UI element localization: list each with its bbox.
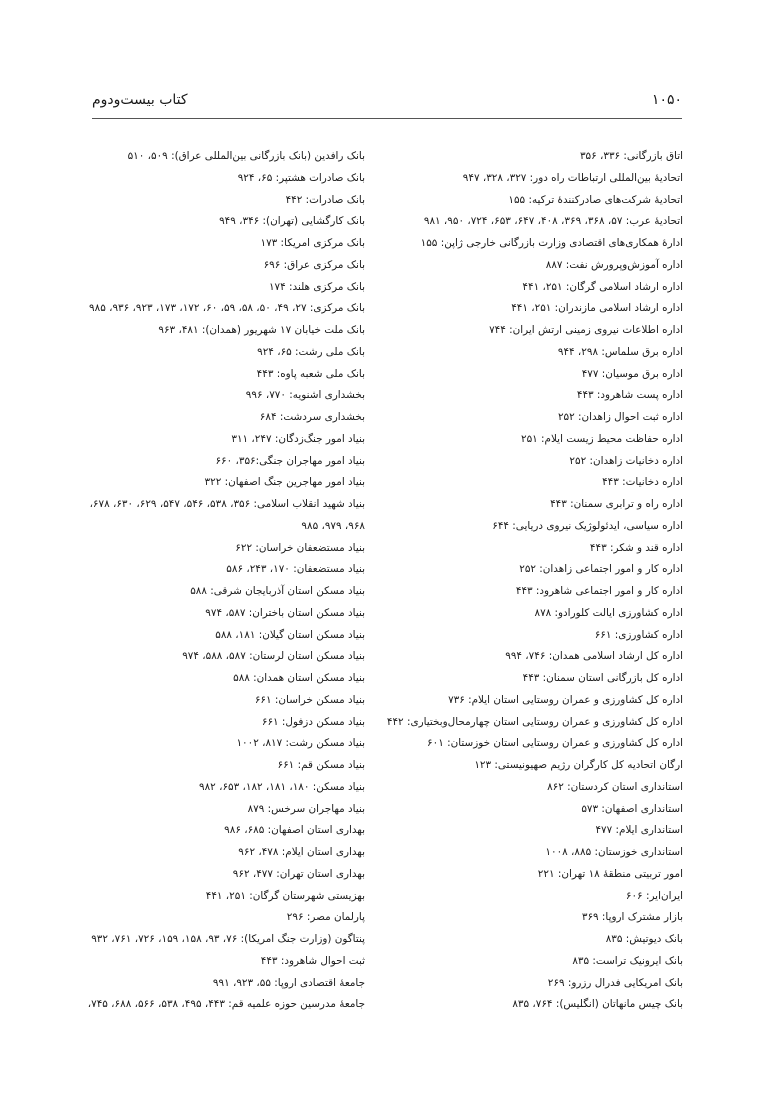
index-entry: اداره حفاظت محیط زیست ایلام: ۲۵۱ bbox=[520, 432, 683, 445]
index-entry: اداره دخانیات: ۴۴۳ bbox=[602, 476, 683, 489]
index-entry: اداره کل بازرگانی استان سمنان: ۴۴۳ bbox=[522, 672, 683, 684]
index-entry: ادارهٔ همکاری‌های اقتصادی وزارت بازرگانی خارجی ژاپن: ۱۵۵ bbox=[420, 237, 683, 249]
index-entry: اتحادیهٔ شرکت‌های صادرکنندهٔ ترکیه: ۱۵۵ bbox=[508, 193, 683, 206]
index-column-left bbox=[85, 146, 365, 1016]
index-entry: امور تربیتی منطقهٔ ۱۸ تهران: ۲۲۱ bbox=[537, 867, 683, 880]
index-entry: ایران‌ایر: ۶۰۶ bbox=[625, 889, 683, 902]
index-entry: بانک مرکزی هلند: ۱۷۴ bbox=[268, 280, 365, 293]
index-entry: ثبت احوال شاهرود: ۴۴۳ bbox=[260, 954, 365, 967]
index-entry: بانک ملی شعبه پاوه: ۴۴۳ bbox=[256, 367, 365, 380]
index-entry: بانک ایرونیک تراست: ۸۳۵ bbox=[572, 954, 683, 967]
index-entry: پنتاگون (وزارت جنگ امریکا): ۷۶، ۹۳، ۱۵۸، ۱۵۹، ۷۲۶، ۷۶۱، ۹۳۲ bbox=[91, 933, 365, 945]
index-entry: بهداری استان اصفهان: ۶۸۵، ۹۸۶ bbox=[224, 824, 365, 837]
index-entry: اداره آموزش‌وپرورش نفت: ۸۸۷ bbox=[545, 258, 683, 271]
index-entry: بنیاد مسکن استان باختران: ۵۸۷، ۹۷۴ bbox=[205, 606, 365, 619]
index-entry: اداره دخانیات زاهدان: ۲۵۲ bbox=[569, 454, 683, 467]
index-entry: بانک رافدین (بانک بازرگانی بین‌المللی عراق): ۵۰۹، ۵۱۰ bbox=[127, 150, 365, 162]
index-entry: اتحادیهٔ عرب: ۵۷، ۳۶۸، ۳۶۹، ۴۰۸، ۶۴۷، ۶۵۳، ۷۲۴، ۹۵۰، ۹۸۱ bbox=[423, 215, 683, 228]
header-rule bbox=[92, 118, 682, 119]
index-entry: اداره کشاورزی: ۶۶۱ bbox=[594, 628, 683, 641]
index-entry: بنیاد امور جنگ‌زدگان: ۲۴۷، ۳۱۱ bbox=[231, 432, 365, 445]
index-entry: اداره کشاورزی ایالت کلورادو: ۸۷۸ bbox=[534, 606, 683, 619]
index-entry: بنیاد مسکن دزفول: ۶۶۱ bbox=[261, 715, 365, 728]
index-entry: بانک مرکزی امریکا: ۱۷۳ bbox=[260, 237, 365, 249]
index-entry: بنیاد امور مهاجرین جنگ اصفهان: ۳۲۲ bbox=[204, 476, 365, 489]
index-entry: استانداری اصفهان: ۵۷۳ bbox=[581, 802, 683, 815]
index-entry: استانداری خوزستان: ۸۸۵، ۱۰۰۸ bbox=[545, 846, 683, 858]
index-entry: بانک دیوتیش: ۸۳۵ bbox=[605, 933, 683, 945]
index-entry: بانک صادرات هشتپر: ۶۵، ۹۲۴ bbox=[237, 171, 365, 184]
index-entry: بنیاد شهید انقلاب اسلامی: ۳۵۶، ۵۳۸، ۵۴۶، ۵۴۷، ۶۲۹، ۶۳۰، ۶۷۸، ۹۶۸، ۹۷۹، ۹۸۵ bbox=[89, 498, 365, 532]
index-entry: اداره برق سلماس: ۲۹۸، ۹۴۴ bbox=[557, 345, 683, 358]
page-number: ۱۰۵۰ bbox=[651, 92, 682, 108]
index-entry: اتاق بازرگانی: ۳۳۶، ۳۵۶ bbox=[579, 150, 683, 162]
index-entry: جامعهٔ مدرسین حوزه علمیه قم: ۴۴۳، ۴۹۵، ۵۳۸، ۵۶۶، ۶۸۸، ۷۴۵، bbox=[87, 998, 365, 1011]
index-entry: اداره ارشاد اسلامی گرگان: ۲۵۱، ۴۴۱ bbox=[522, 280, 683, 293]
index-entry: اداره سیاسی، ایدئولوژیک نیروی دریایی: ۶۴۴ bbox=[492, 519, 683, 532]
index-entry: اداره ارشاد اسلامی مازندران: ۲۵۱، ۴۴۱ bbox=[511, 302, 683, 315]
index-entry: بنیاد مسکن خراسان: ۶۶۱ bbox=[254, 693, 365, 706]
index-entry: بنیاد مسکن استان آذربایجان شرقی: ۵۸۸ bbox=[190, 585, 365, 597]
index-entry: بانک ملت خیابان ۱۷ شهریور (همدان): ۴۸۱، ۹۶۳ bbox=[158, 324, 365, 336]
index-entry: بنیاد مسکن قم: ۶۶۱ bbox=[277, 759, 365, 771]
index-entry: اداره کل ارشاد اسلامی همدان: ۷۴۶، ۹۹۴ bbox=[505, 650, 683, 663]
index-entry: اداره ثبت احوال زاهدان: ۲۵۲ bbox=[557, 411, 683, 423]
index-entry: اداره کل کشاورزی و عمران روستایی استان چهارمحال‌وبختیاری: ۴۴۲ bbox=[386, 715, 683, 728]
index-entry: بانک چیس مانهاتان (انگلیس): ۷۶۴، ۸۳۵ bbox=[512, 998, 683, 1011]
index-entry: بنیاد مسکن استان گیلان: ۱۸۱، ۵۸۸ bbox=[215, 628, 365, 641]
index-column-right bbox=[383, 146, 683, 1016]
index-entry: بهزیستی شهرستان گرگان: ۲۵۱، ۴۴۱ bbox=[205, 889, 365, 902]
index-entry: اداره راه و ترابری سمنان: ۴۴۳ bbox=[550, 498, 683, 510]
index-entry: بنیاد مسکن رشت: ۸۱۷، ۱۰۰۲ bbox=[236, 737, 365, 750]
index-entry: بانک امریکایی فدرال رزرو: ۲۶۹ bbox=[547, 976, 683, 989]
index-entry: بانک کارگشایی (تهران): ۳۴۶، ۹۴۹ bbox=[219, 215, 365, 228]
index-entry: بخشداری اشنویه: ۷۷۰، ۹۹۶ bbox=[245, 389, 365, 402]
index-entry: استانداری استان کردستان: ۸۶۲ bbox=[547, 780, 683, 793]
index-entry: بازار مشترک اروپا: ۳۶۹ bbox=[581, 911, 683, 924]
index-entry: اداره برق موسیان: ۴۷۷ bbox=[581, 367, 683, 380]
index-entry: اداره قند و شکر: ۴۴۳ bbox=[589, 541, 683, 554]
index-entry: ارگان اتحادیه کل کارگران رژیم صهیونیستی: ۱۲۳ bbox=[474, 759, 683, 771]
index-entry: بخشداری سردشت: ۶۸۴ bbox=[259, 411, 365, 423]
index-entry: بنیاد مستضعفان خراسان: ۶۲۲ bbox=[235, 541, 365, 554]
index-entry: بنیاد مهاجران سرخس: ۸۷۹ bbox=[247, 802, 365, 815]
index-entry: بانک صادرات: ۴۴۲ bbox=[285, 193, 365, 206]
index-entry: اداره کار و امور اجتماعی زاهدان: ۲۵۲ bbox=[519, 563, 683, 576]
index-entry: جامعهٔ اقتصادی اروپا: ۵۵، ۹۲۳، ۹۹۱ bbox=[212, 976, 365, 989]
index-entry: اداره کار و امور اجتماعی شاهرود: ۴۴۳ bbox=[515, 585, 683, 597]
index-entry: بانک مرکزی: ۲۷، ۴۹، ۵۰، ۵۸، ۵۹، ۶۰، ۱۷۲، ۱۷۳، ۹۲۳، ۹۳۶، ۹۸۵ bbox=[89, 302, 365, 315]
index-entry: بهداری استان ایلام: ۴۷۸، ۹۶۲ bbox=[238, 846, 365, 858]
index-entry: اداره کل کشاورزی و عمران روستایی استان خوزستان: ۶۰۱ bbox=[427, 737, 683, 750]
index-entry: بنیاد امور مهاجران جنگی:۳۵۶، ۶۶۰ bbox=[215, 454, 365, 467]
index-entry: اتحادیهٔ بین‌المللی ارتباطات راه دور: ۳۲۷، ۳۲۸، ۹۴۷ bbox=[462, 171, 683, 184]
index-entry: بهداری استان تهران: ۴۷۷، ۹۶۲ bbox=[232, 867, 365, 880]
index-entry: پارلمان مصر: ۲۹۶ bbox=[286, 911, 365, 924]
index-entry: اداره پست شاهرود: ۴۴۳ bbox=[576, 389, 683, 402]
book-title: کتاب بیست‌ودوم bbox=[92, 92, 188, 108]
index-entry: اداره اطلاعات نیروی زمینی ارتش ایران: ۷۴۴ bbox=[489, 324, 683, 336]
index-entry: بنیاد مستضعفان: ۱۷۰، ۲۴۳، ۵۸۶ bbox=[226, 563, 365, 576]
index-entry: استانداری ایلام: ۴۷۷ bbox=[595, 824, 683, 837]
index-entry: بانک مرکزی عراق: ۶۹۶ bbox=[263, 258, 365, 271]
index-entry: بنیاد مسکن استان همدان: ۵۸۸ bbox=[233, 672, 365, 684]
index-entry: بنیاد مسکن: ۱۸۰، ۱۸۱، ۱۸۲، ۶۵۳، ۹۸۲ bbox=[199, 780, 365, 793]
index-entry: بنیاد مسکن استان لرستان: ۵۸۷، ۵۸۸، ۹۷۴ bbox=[182, 650, 365, 663]
page-header bbox=[92, 92, 682, 114]
index-entry: اداره کل کشاورزی و عمران روستایی استان ایلام: ۷۳۶ bbox=[448, 693, 683, 706]
index-entry: بانک ملی رشت: ۶۵، ۹۲۴ bbox=[257, 345, 365, 358]
